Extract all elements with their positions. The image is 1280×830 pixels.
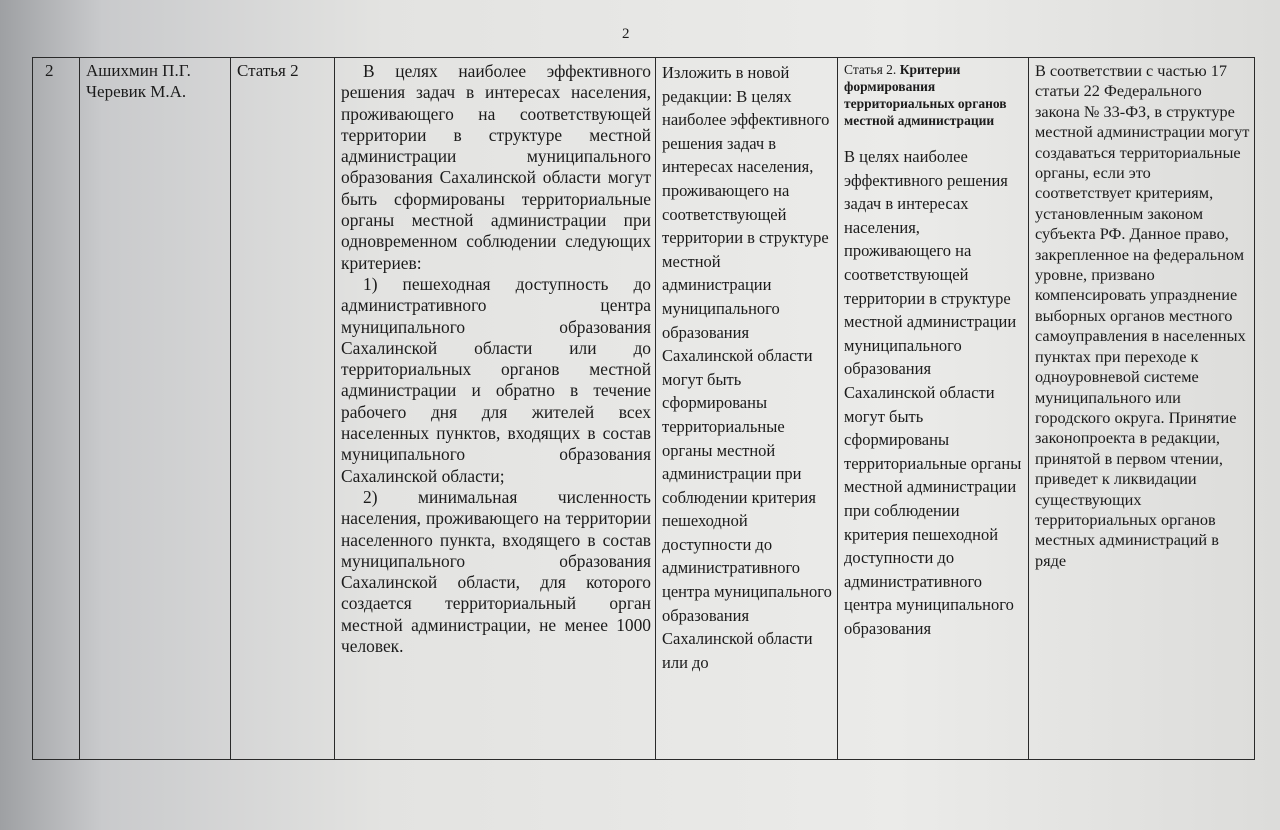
row-number: 2	[45, 61, 54, 80]
article-cell	[231, 58, 335, 760]
justification-text: В соответствии с частью 17 статьи 22 Федерального закона № 33-ФЗ, в структуре местной администрации могут создаваться территориальные органы, если это соответствует критериям, установленным законом субъекта РФ. Данное право, закрепленное на федеральном уровне, призвано компенсировать упразднение выборных органов местного самоуправления в населенных пунктах при переходе к одноуровневой системе муниципального или городского округа. Принятие законопроекта в редакции, принятой в первом чтении, приведет к ликвидации существующих территориальных органов местных администраций в ряде	[1035, 61, 1250, 570]
new-article-heading-prefix: Статья 2.	[844, 62, 897, 77]
current-text-cell	[335, 58, 656, 760]
amendments-table	[32, 57, 1255, 760]
new-article-body: В целях наиболее эффективного решения задач в интересах населения, проживающего на соответствующей территории в структуре местной администрации муниципального образования Сахалинской области могут быть сформированы территориальные органы местной администрации при соблюдении критерия пешеходной доступности до административного центра муниципального образования	[844, 147, 1022, 638]
new-article-heading	[844, 61, 1024, 129]
page-number: 2	[622, 26, 630, 42]
authors-cell	[80, 58, 231, 760]
row-number-cell	[33, 58, 80, 760]
current-text-item-2: 2) минимальная численность населения, проживающего на территории населенного пункта, входящего в состав муниципального образования Сахалинской области, для которого создается территориальный орган местной администрации, не менее 1000 человек.	[341, 486, 651, 657]
current-text-item-1: 1) пешеходная доступность до административного центра муниципального образования Сахалинской области или до территориальных органов местной администрации и обратно в течение рабочего дня для жителей всех населенных пунктов, входящих в состав муниципального образования Сахалинской области;	[341, 273, 651, 486]
current-text-intro: В целях наиболее эффективного решения задач в интересах населения, проживающего на соответствующей территории в структуре местной администрации муниципального образования Сахалинской области могут быть сформированы территориальные органы местной администрации при одновременном соблюдении следующих критериев:	[341, 61, 651, 273]
proposal-cell	[656, 58, 838, 760]
justification-cell	[1029, 58, 1255, 760]
proposal-text: Изложить в новой редакции: В целях наиболее эффективного решения задач в интересах населения, проживающего на соответствующей территории в структуре местной администрации муниципального образования Сахалинской области могут быть сформированы территориальные органы местной администрации при соблюдении критерия пешеходной доступности до административного центра муниципального образования Сахалинской области или до	[662, 63, 832, 672]
author-name: Ашихмин П.Г.	[86, 61, 191, 80]
new-article-heading-title: Критерии формирования территориальных органов местной администрации	[844, 62, 1007, 128]
new-text-cell	[838, 58, 1029, 760]
table-row	[33, 58, 1255, 760]
author-name: Черевик М.А.	[86, 81, 187, 101]
article-label: Статья 2	[237, 61, 299, 80]
